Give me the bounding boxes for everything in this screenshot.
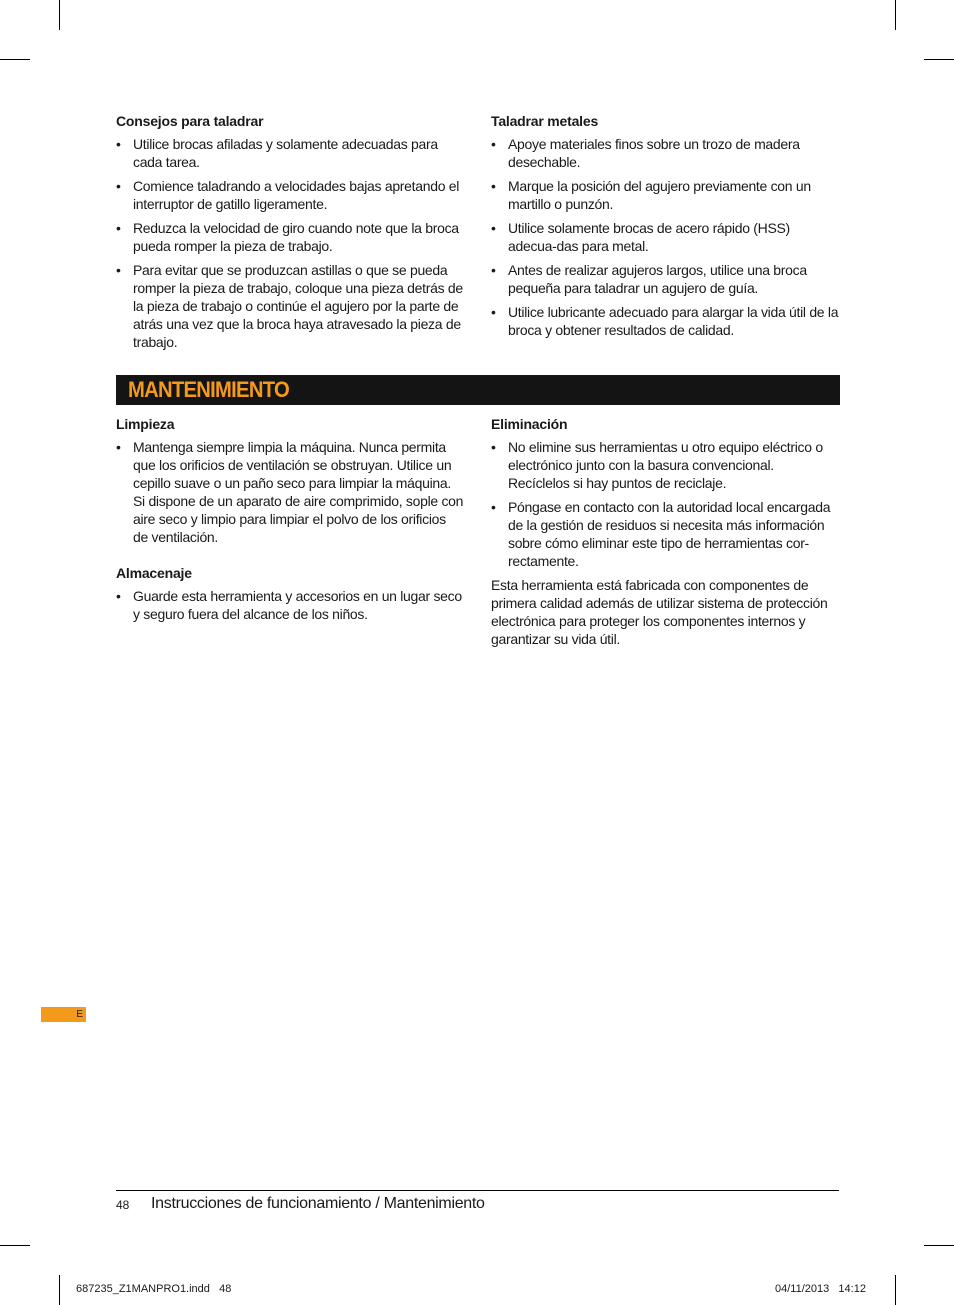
footer-title: Instrucciones de funcionamiento / Mantenimiento [151, 1195, 485, 1212]
bullet-list [116, 587, 464, 623]
maintenance-banner [116, 375, 840, 405]
section-heading: Consejos para taladrar [116, 113, 264, 129]
banner-title: MANTENIMIENTO [128, 377, 289, 402]
list-item: • Reduzca la velocidad de giro cuando note que la broca pueda romper la pieza de trabajo. [116, 219, 464, 255]
footer-divider [116, 1190, 839, 1191]
bullet-list [491, 438, 839, 570]
list-item: • Antes de realizar agujeros largos, utilice una broca pequeña para taladrar un agujero de guía. [491, 261, 839, 297]
crop-mark [895, 1275, 896, 1305]
list-item: • Utilice solamente brocas de acero rápido (HSS) adecua-das para metal. [491, 219, 839, 255]
crop-mark [924, 59, 954, 60]
crop-mark [895, 0, 896, 30]
crop-mark [924, 1245, 954, 1246]
section-heading: Taladrar metales [491, 113, 599, 129]
list-item: • Marque la posición del agujero previamente con un martillo o punzón. [491, 177, 839, 213]
crop-mark [59, 0, 60, 30]
section-heading: Eliminación [491, 416, 568, 432]
drilling-tips-section [116, 112, 464, 357]
cleaning-section [116, 415, 464, 552]
storage-section [116, 564, 464, 629]
language-tab [41, 1007, 86, 1022]
body-paragraph: Esta herramienta está fabricada con componentes de primera calidad además de utilizar sistema de protección electrónica para proteger los componentes internos y garantizar su vida útil. [491, 577, 828, 647]
crop-mark [59, 1275, 60, 1305]
bullet-list [116, 438, 464, 546]
bullet-list [116, 135, 464, 351]
language-label: E [76, 1009, 83, 1020]
page-number: 48 [116, 1198, 130, 1212]
section-heading: Limpieza [116, 416, 175, 432]
bullet-list [491, 135, 839, 339]
list-item: • Guarde esta herramienta y accesorios en un lugar seco y seguro fuera del alcance de los niños. [116, 587, 464, 623]
list-item: • Utilice brocas afiladas y solamente adecuadas para cada tarea. [116, 135, 464, 171]
drilling-metals-section [491, 112, 839, 345]
list-item: • Mantenga siempre limpia la máquina. Nunca permita que los orificios de ventilación se obstruyan. Utilice un cepillo suave o un paño seco para limpiar la máquina. Si dispone de un aparato de aire comprimido, sople con aire seco y limpio para limpiar el polvo de los orificios de ventilación. [116, 438, 464, 546]
section-heading: Almacenaje [116, 565, 192, 581]
list-item: • Apoye materiales finos sobre un trozo de madera desechable. [491, 135, 839, 171]
list-item: • Para evitar que se produzcan astillas o que se pueda romper la pieza de trabajo, coloque una pieza detrás de la pieza de trabajo o continúe el agujero por la parte de atrás una vez que la broca haya atravesado la pieza de trabajo. [116, 261, 464, 351]
crop-mark [0, 1245, 30, 1246]
slug-date: 04/11/2013 14:12 [775, 1283, 866, 1295]
list-item: • Póngase en contacto con la autoridad local encargada de la gestión de residuos si necesita más información sobre cómo eliminar este tipo de herramientas cor-rectamente. [491, 498, 839, 570]
list-item: • Utilice lubricante adecuado para alargar la vida útil de la broca y obtener resultados de calidad. [491, 303, 839, 339]
list-item: • Comience taladrando a velocidades bajas apretando el interruptor de gatillo ligeramente. [116, 177, 464, 213]
slug-filename: 687235_Z1MANPRO1.indd 48 [76, 1283, 232, 1295]
list-item: • No elimine sus herramientas u otro equipo eléctrico o electrónico junto con la basura convencional. Recíclelos si hay puntos de reciclaje. [491, 438, 839, 492]
crop-mark [0, 59, 30, 60]
disposal-section [491, 415, 839, 648]
